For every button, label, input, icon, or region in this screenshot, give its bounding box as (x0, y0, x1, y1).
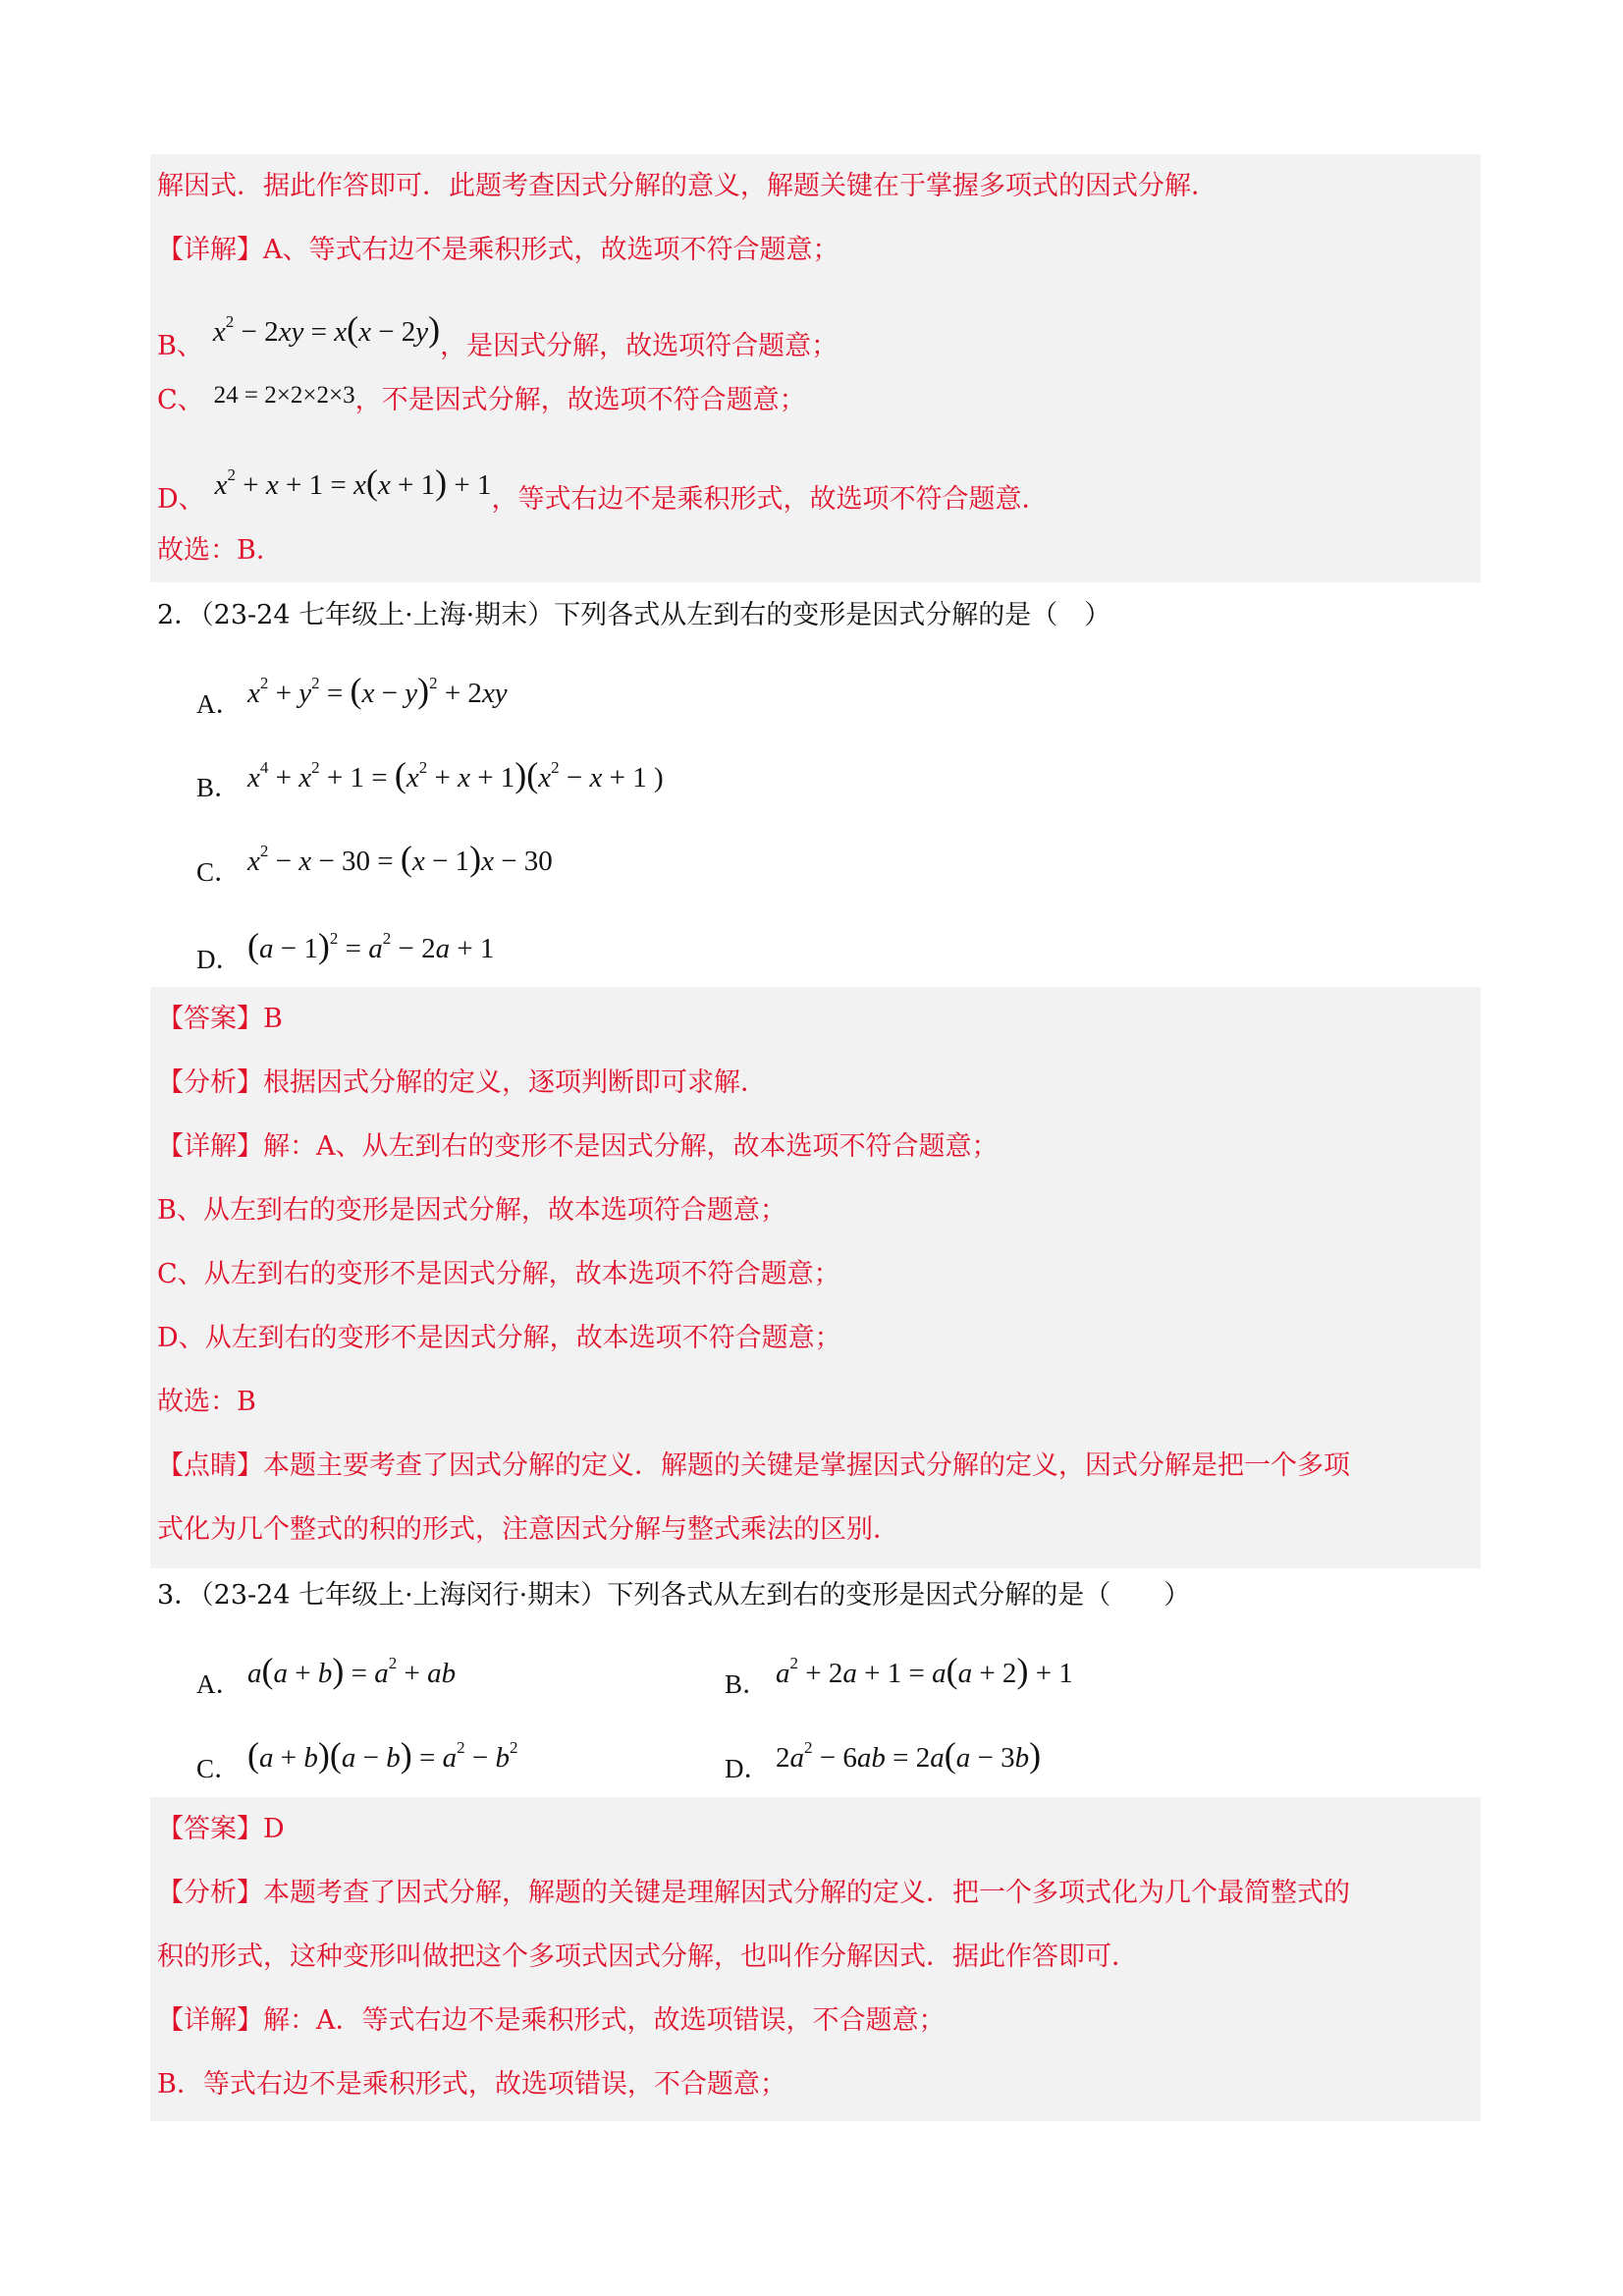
q3-stem: 3．（23-24 七年级上·上海闵行·期末）下列各式从左到右的变形是因式分解的是（ ） (157, 1580, 1191, 1611)
q2-analysis-line (157, 1064, 767, 1103)
q2-detail-line (157, 1127, 999, 1167)
q2-choice: 故选：B (157, 1387, 256, 1417)
detail-text: A、等式右边不是乘积形式，故选项不符合题意； (263, 235, 839, 265)
q3-option-a-label: A． (196, 1669, 243, 1699)
analysis-text-1: 本题考查了因式分解，解题的关键是理解因式分解的定义．把一个多项式化为几个最简整式的 (263, 1878, 1350, 1908)
q2-option-b-formula: $x^4 + x^2 + 1 = (x^2 + x + 1)(x^2 - x + 1$ ) (247, 755, 664, 794)
q3-option-d-formula: $2a^2 - 6ab = 2a(a - 3b)$ (776, 1735, 1042, 1775)
q3-option-c-label: C． (196, 1754, 242, 1783)
detail-tag: 【详解】 (157, 235, 263, 265)
option-c-formula: 24 = 2×2×2×3 (213, 382, 355, 409)
q2-option-b-label: B． (196, 773, 242, 802)
q2-option-c-label: C． (196, 857, 242, 887)
q3-option-b-formula: $a^2 + 2a + 1 = a(a + 2) + 1$ (776, 1651, 1073, 1690)
q2-option-c-formula: $x^2 - x - 30 = (x - 1)x - 30$ (247, 839, 553, 878)
q3-option-a-formula: $a(a + b) = a^2$ + ab (247, 1651, 457, 1690)
answer-tag: 【答案】 (157, 1004, 263, 1034)
q3-analysis-line-2: 积的形式，这种变形叫做把这个多项式因式分解，也叫作分解因式．据此作答即可． (157, 1941, 1138, 1972)
q3-analysis-line-1 (157, 1874, 1350, 1913)
answer-value: D (263, 1814, 285, 1844)
option-d-formula: $x^2 + x + 1 = x(x + 1) + 1$ (214, 463, 492, 502)
q3-option-d-label: D． (725, 1754, 771, 1783)
q1-option-b-line (157, 309, 839, 366)
q2-comment-line-2: 式化为几个整式的积的形式，注意因式分解与整式乘法的区别． (157, 1514, 899, 1545)
q2-option-d-formula: $(a - 1)^2 = a^2 - 2a + 1$ (247, 926, 495, 965)
q1-choice: 故选：B． (157, 535, 283, 566)
detail-text: 解：A．等式右边不是乘积形式，故选项错误，不合题意； (263, 2005, 946, 2036)
q1-explanation-line: 解因式．据此作答即可．此题考查因式分解的意义，解题关键在于掌握多项式的因式分解． (157, 171, 1217, 201)
analysis-tag: 【分析】 (157, 1878, 263, 1908)
q1-detail-line (157, 231, 839, 270)
comment-tag: 【点睛】 (157, 1450, 263, 1481)
q2-comment-line-1 (157, 1447, 1350, 1486)
answer-value: B (263, 1004, 283, 1034)
analysis-text: 根据因式分解的定义，逐项判断即可求解． (263, 1067, 767, 1098)
q2-detail-b: B、从左到右的变形是因式分解，故本选项符合题意； (157, 1195, 786, 1226)
answer-tag: 【答案】 (157, 1814, 263, 1844)
q2-stem: 2．（23-24 七年级上·上海·期末）下列各式从左到右的变形是因式分解的是（ ） (157, 600, 1111, 630)
q2-option-a-label: A． (196, 689, 243, 719)
q2-detail-d: D、从左到右的变形不是因式分解，故本选项不符合题意； (157, 1323, 841, 1353)
q2-option-d-label: D． (196, 945, 243, 974)
option-b-formula: $x^2 - 2xy = x(x - 2y)$ (212, 309, 441, 349)
q1-option-d-line (157, 463, 1049, 519)
q2-option-a-formula: $x^2 + y^2 = (x - y)^2 + 2xy$ (247, 671, 508, 710)
q3-answer-line (157, 1810, 285, 1849)
option-c-suffix: ，不是因式分解，故选项不符合题意； (354, 385, 806, 415)
option-c-prefix: C、 (157, 385, 204, 415)
detail-text: 解：A、从左到右的变形不是因式分解，故本选项不符合题意； (263, 1131, 999, 1162)
option-d-suffix: ，等式右边不是乘积形式，故选项不符合题意． (491, 484, 1049, 515)
q3-detail-line (157, 2001, 946, 2041)
option-b-prefix: B、 (157, 331, 203, 361)
option-d-prefix: D、 (157, 484, 205, 515)
q1-option-c-line (157, 381, 806, 421)
q3-detail-b: B．等式右边不是乘积形式，故选项错误，不合题意； (157, 2069, 786, 2100)
detail-tag: 【详解】 (157, 2005, 263, 2036)
detail-tag: 【详解】 (157, 1131, 263, 1162)
q3-option-c-formula: $(a + b)(a - b) = a^2 - b^2$ (247, 1735, 518, 1775)
q3-option-b-label: B． (725, 1669, 770, 1699)
q2-detail-c: C、从左到右的变形不是因式分解，故本选项不符合题意； (157, 1259, 840, 1289)
option-b-suffix: ，是因式分解，故选项符合题意； (440, 331, 839, 361)
q2-answer-line (157, 1000, 283, 1039)
analysis-tag: 【分析】 (157, 1067, 263, 1098)
comment-text-1: 本题主要考查了因式分解的定义．解题的关键是掌握因式分解的定义，因式分解是把一个多项 (263, 1450, 1350, 1481)
